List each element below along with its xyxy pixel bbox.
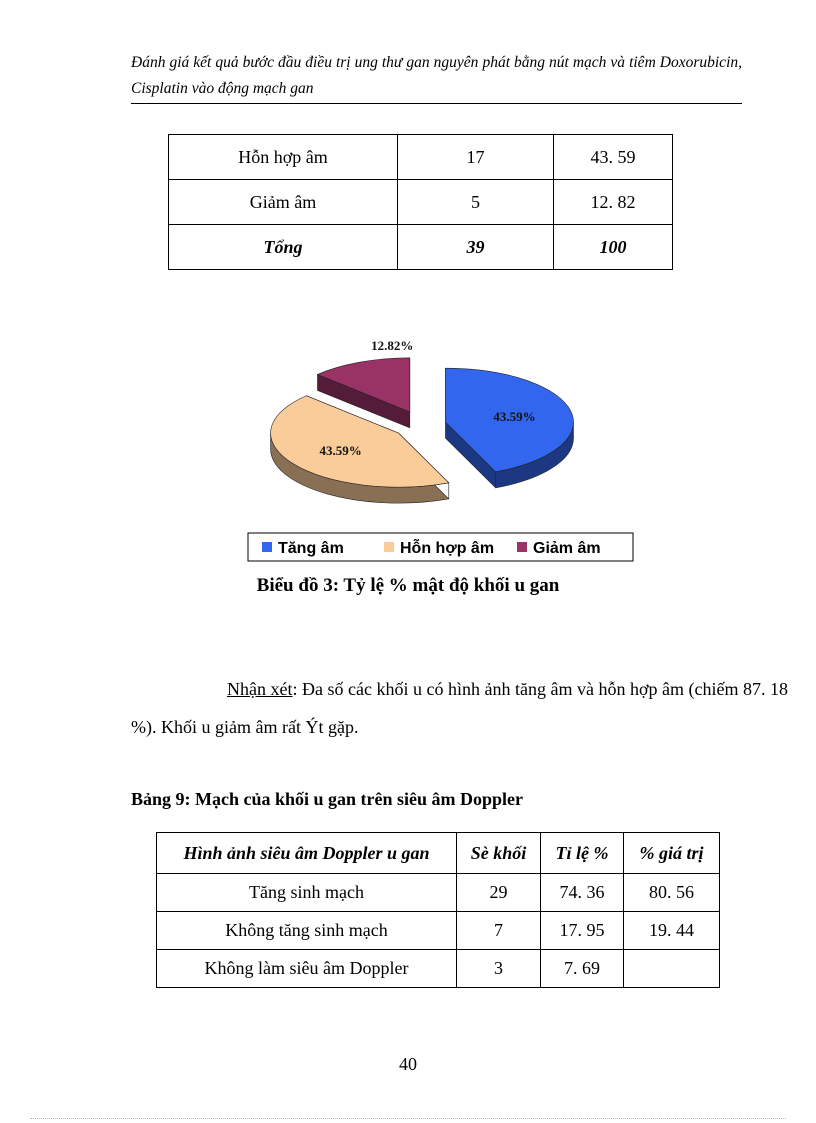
table-header-row (157, 833, 720, 874)
table-row (169, 180, 673, 225)
legend-swatch (384, 542, 394, 552)
legend-label: Giảm âm (533, 540, 601, 557)
legend-swatch (517, 542, 527, 552)
row-count: 39 (398, 225, 554, 270)
chart-legend (248, 533, 633, 561)
row-percent: 43. 59 (554, 135, 673, 180)
row-count: 17 (398, 135, 554, 180)
row-label: Hỗn hợp âm (169, 135, 398, 180)
pie-data-label: 43.59% (319, 442, 362, 458)
comment-label: Nhận xét (227, 679, 293, 699)
chart-title: Biểu đồ 3: Tỷ lệ % mật độ khối u gan (256, 575, 560, 596)
table9-caption: Bảng 9: Mạch của khối u gan trên siêu âm Doppler (131, 789, 524, 809)
density-table (168, 134, 673, 270)
pie-chart (240, 340, 640, 570)
column-header: Hình ảnh siêu âm Doppler u gan (157, 833, 457, 874)
footer-rule (30, 1118, 786, 1119)
table-cell: Không tăng sinh mạch (157, 912, 457, 950)
table-cell: Tăng sinh mạch (157, 874, 457, 912)
comment-paragraph (131, 670, 788, 746)
table-cell: 74. 36 (541, 874, 624, 912)
row-count: 5 (398, 180, 554, 225)
table-row (157, 950, 720, 988)
table-cell: Không làm siêu âm Doppler (157, 950, 457, 988)
table-cell: 29 (457, 874, 541, 912)
pie-data-label: 12.82% (371, 340, 414, 353)
column-header: % giá trị (624, 833, 720, 874)
table-cell: 19. 44 (624, 912, 720, 950)
table-cell: 7. 69 (541, 950, 624, 988)
page-number: 40 (399, 1054, 417, 1074)
legend-swatch (262, 542, 272, 552)
doppler-table (156, 832, 720, 988)
comment-text: : Đa số các khối u có hình ảnh tăng âm và hỗn hợp âm (chiếm 87. 18 %). Khối u giảm âm rất Ýt gặp. (131, 679, 788, 737)
table-cell (624, 950, 720, 988)
table-cell: 17. 95 (541, 912, 624, 950)
table-row (157, 912, 720, 950)
header-rule (131, 103, 742, 104)
table-row (157, 874, 720, 912)
legend-label: Hỗn hợp âm (400, 540, 495, 557)
table-cell: 3 (457, 950, 541, 988)
pie-data-label: 43.59% (493, 409, 536, 425)
pie-chart-svg (240, 340, 640, 570)
table-row-total (169, 225, 673, 270)
table-cell: 80. 56 (624, 874, 720, 912)
row-percent: 12. 82 (554, 180, 673, 225)
legend-label: Tăng âm (278, 540, 344, 557)
running-header: Đánh giá kết quả bước đầu điều trị ung thư gan nguyên phát bằng nút mạch và tiêm Doxorubicin, Cisplatin vào động mạch gan (131, 54, 742, 97)
row-label: Tổng (169, 225, 398, 270)
row-label: Giảm âm (169, 180, 398, 225)
column-header: Tỉ lệ % (541, 833, 624, 874)
table-cell: 7 (457, 912, 541, 950)
row-percent: 100 (554, 225, 673, 270)
column-header: Sè khối (457, 833, 541, 874)
table-row (169, 135, 673, 180)
